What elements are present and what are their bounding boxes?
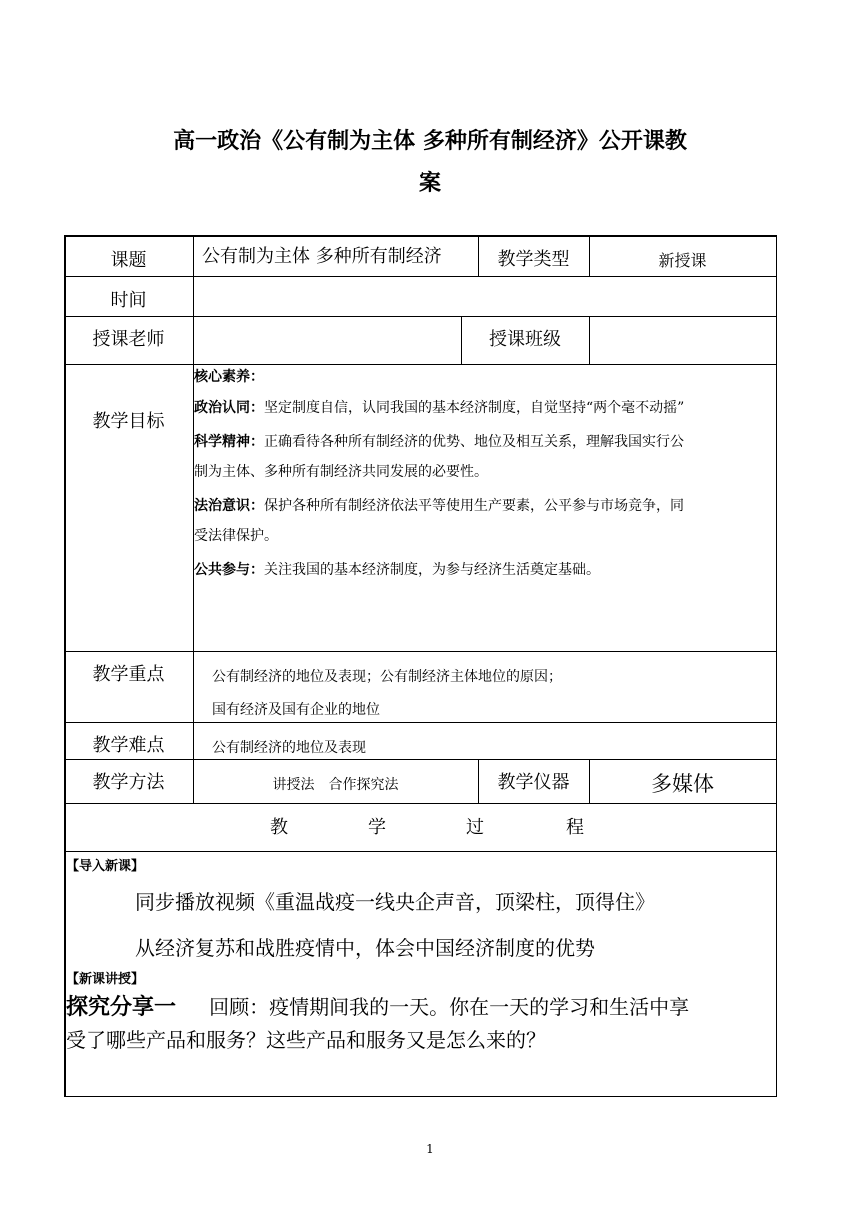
objective-law: 法治意识：保护各种所有制经济依法平等使用生产要素，公平参与市场竞争，同 xyxy=(194,498,684,514)
intro-line2: 从经济复苏和战胜疫情中，体会中国经济制度的优势 xyxy=(135,936,595,960)
new-lesson-tag: 【新课讲授】 xyxy=(66,972,145,987)
objective-law-cont: 受法律保护。 xyxy=(194,528,278,544)
objective-public: 公共参与：关注我国的基本经济制度，为参与经济生活奠定基础。 xyxy=(194,562,600,578)
document-title-line2: 案 xyxy=(418,171,441,196)
key-points-label: 教学重点 xyxy=(92,664,165,685)
difficulties-label: 教学难点 xyxy=(92,735,165,756)
objective-political: 政治认同：坚定制度自信，认同我国的基本经济制度，自觉坚持“两个毫不动摇” xyxy=(194,400,685,416)
process-heading-1: 教 xyxy=(270,817,288,838)
explore-text2: 受了哪些产品和服务？这些产品和服务又是怎么来的？ xyxy=(66,1028,546,1052)
explore-title: 探究分享一 xyxy=(66,995,177,1020)
subject-value: 公有制为主体 多种所有制经济 xyxy=(202,246,442,267)
time-label: 时间 xyxy=(110,290,147,311)
subject-label: 课题 xyxy=(110,250,147,271)
objectives-label: 教学目标 xyxy=(92,411,165,432)
lesson-type-value: 新授课 xyxy=(658,251,707,270)
document-title-line1: 高一政治《公有制为主体 多种所有制经济》公开课教 xyxy=(173,129,687,154)
process-heading-3: 过 xyxy=(466,817,484,838)
intro-tag: 【导入新课】 xyxy=(66,859,145,874)
intro-line1: 同步播放视频《重温战疫一线央企声音，顶梁柱，顶得住》 xyxy=(135,890,655,914)
page-number: 1 xyxy=(426,1142,434,1156)
objectives-heading: 核心素养： xyxy=(194,369,264,385)
methods-label: 教学方法 xyxy=(92,772,165,793)
class-label: 授课班级 xyxy=(489,329,561,350)
teacher-label: 授课老师 xyxy=(92,329,165,350)
explore-text1: 回顾：疫情期间我的一天。你在一天的学习和生活中享 xyxy=(209,995,690,1019)
difficulties-value: 公有制经济的地位及表现 xyxy=(212,740,366,756)
objective-science-cont: 制为主体、多种所有制经济共同发展的必要性。 xyxy=(194,464,488,480)
objective-science: 科学精神：正确看待各种所有制经济的优势、地位及相互关系，理解我国实行公 xyxy=(194,434,684,450)
instruments-label: 教学仪器 xyxy=(497,772,570,793)
key-points-line2: 国有经济及国有企业的地位 xyxy=(212,702,380,718)
key-points-line1: 公有制经济的地位及表现；公有制经济主体地位的原因； xyxy=(212,669,562,685)
process-heading-4: 程 xyxy=(566,817,584,838)
explore-line1 xyxy=(66,990,776,1021)
lesson-type-label: 教学类型 xyxy=(497,249,570,270)
process-heading-2: 学 xyxy=(368,817,386,838)
methods-value: 讲授法 合作探究法 xyxy=(272,777,399,793)
instruments-value: 多媒体 xyxy=(651,772,714,796)
